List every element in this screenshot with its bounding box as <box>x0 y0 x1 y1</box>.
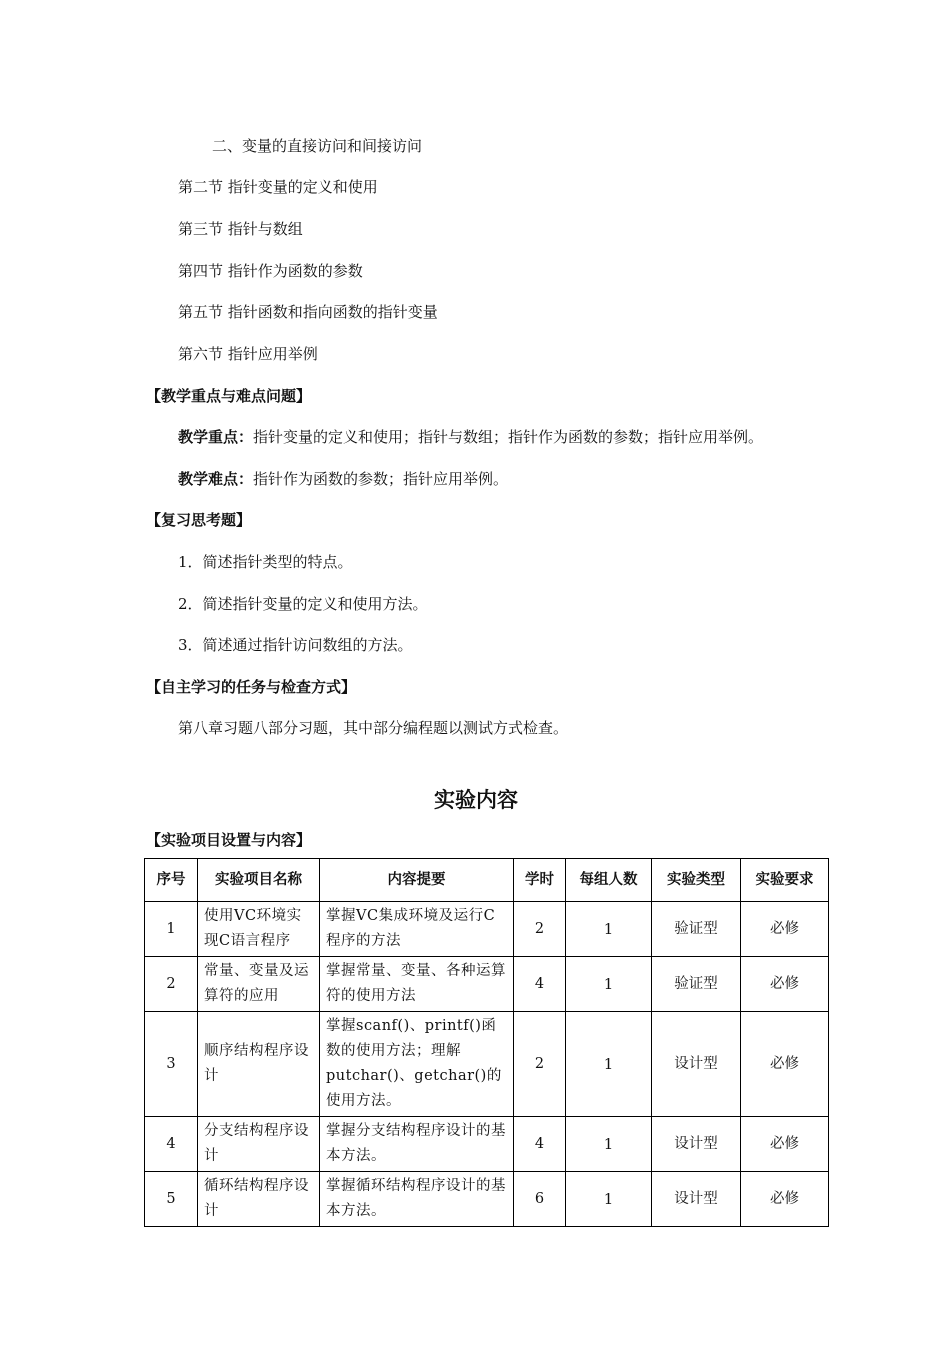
cell-no: 2 <box>145 957 198 1012</box>
cell-no: 1 <box>145 902 198 957</box>
table-header-row <box>145 859 829 902</box>
cell-type: 验证型 <box>652 902 741 957</box>
cell-group: 1 <box>566 957 652 1012</box>
cell-name: 使用VC环境实现C语言程序 <box>198 902 320 957</box>
teaching-focus-label: 教学重点： <box>178 428 254 446</box>
table-row <box>145 1012 829 1117</box>
cell-req: 必修 <box>741 1012 829 1117</box>
self-study-heading: 【自主学习的任务与检查方式】 <box>146 678 357 696</box>
cell-type: 设计型 <box>652 1172 741 1227</box>
review-item-1: 1．简述指针类型的特点。 <box>178 553 353 571</box>
col-header-group: 每组人数 <box>566 859 652 902</box>
review-heading: 【复习思考题】 <box>146 511 252 529</box>
col-header-summary: 内容提要 <box>320 859 514 902</box>
cell-group: 1 <box>566 1012 652 1117</box>
key-points-heading: 【教学重点与难点问题】 <box>146 387 312 405</box>
cell-type: 设计型 <box>652 1012 741 1117</box>
cell-summary: 掌握循环结构程序设计的基本方法。 <box>320 1172 514 1227</box>
table-row <box>145 1172 829 1227</box>
lab-heading: 【实验项目设置与内容】 <box>146 831 312 849</box>
cell-summary: 掌握scanf()、printf()函数的使用方法；理解putchar()、getchar()的使用方法。 <box>320 1012 514 1117</box>
cell-hours: 4 <box>514 1117 566 1172</box>
outline-section-2: 第二节 指针变量的定义和使用 <box>178 178 378 196</box>
outline-subsection: 二、变量的直接访问和间接访问 <box>212 137 423 155</box>
table-row <box>145 1117 829 1172</box>
cell-name: 常量、变量及运算符的应用 <box>198 957 320 1012</box>
outline-section-4: 第四节 指针作为函数的参数 <box>178 262 363 280</box>
cell-hours: 2 <box>514 1012 566 1117</box>
cell-summary: 掌握VC集成环境及运行C程序的方法 <box>320 902 514 957</box>
table-row <box>145 902 829 957</box>
teaching-difficulty-text: 指针作为函数的参数；指针应用举例。 <box>253 470 509 488</box>
cell-hours: 2 <box>514 902 566 957</box>
cell-group: 1 <box>566 902 652 957</box>
cell-no: 5 <box>145 1172 198 1227</box>
col-header-no: 序号 <box>145 859 198 902</box>
teaching-focus <box>178 427 763 447</box>
teaching-difficulty <box>178 469 508 489</box>
cell-hours: 4 <box>514 957 566 1012</box>
cell-req: 必修 <box>741 1172 829 1227</box>
cell-summary: 掌握分支结构程序设计的基本方法。 <box>320 1117 514 1172</box>
teaching-focus-text: 指针变量的定义和使用；指针与数组；指针作为函数的参数；指针应用举例。 <box>253 428 764 446</box>
cell-group: 1 <box>566 1117 652 1172</box>
cell-type: 验证型 <box>652 957 741 1012</box>
cell-name: 顺序结构程序设计 <box>198 1012 320 1117</box>
cell-req: 必修 <box>741 1117 829 1172</box>
teaching-difficulty-label: 教学难点： <box>178 470 254 488</box>
cell-req: 必修 <box>741 957 829 1012</box>
col-header-name: 实验项目名称 <box>198 859 320 902</box>
review-item-2: 2．简述指针变量的定义和使用方法。 <box>178 595 428 613</box>
lab-title: 实验内容 <box>434 788 518 812</box>
lab-table <box>144 858 829 1227</box>
cell-type: 设计型 <box>652 1117 741 1172</box>
cell-hours: 6 <box>514 1172 566 1227</box>
cell-req: 必修 <box>741 902 829 957</box>
cell-no: 3 <box>145 1012 198 1117</box>
col-header-req: 实验要求 <box>741 859 829 902</box>
cell-name: 分支结构程序设计 <box>198 1117 320 1172</box>
col-header-type: 实验类型 <box>652 859 741 902</box>
outline-section-3: 第三节 指针与数组 <box>178 220 303 238</box>
outline-section-6: 第六节 指针应用举例 <box>178 345 318 363</box>
self-study-text: 第八章习题八部分习题，其中部分编程题以测试方式检查。 <box>178 719 569 737</box>
cell-name: 循环结构程序设计 <box>198 1172 320 1227</box>
outline-section-5: 第五节 指针函数和指向函数的指针变量 <box>178 303 438 321</box>
cell-summary: 掌握常量、变量、各种运算符的使用方法 <box>320 957 514 1012</box>
review-item-3: 3．简述通过指针访问数组的方法。 <box>178 636 413 654</box>
col-header-hours: 学时 <box>514 859 566 902</box>
table-row <box>145 957 829 1012</box>
cell-no: 4 <box>145 1117 198 1172</box>
cell-group: 1 <box>566 1172 652 1227</box>
